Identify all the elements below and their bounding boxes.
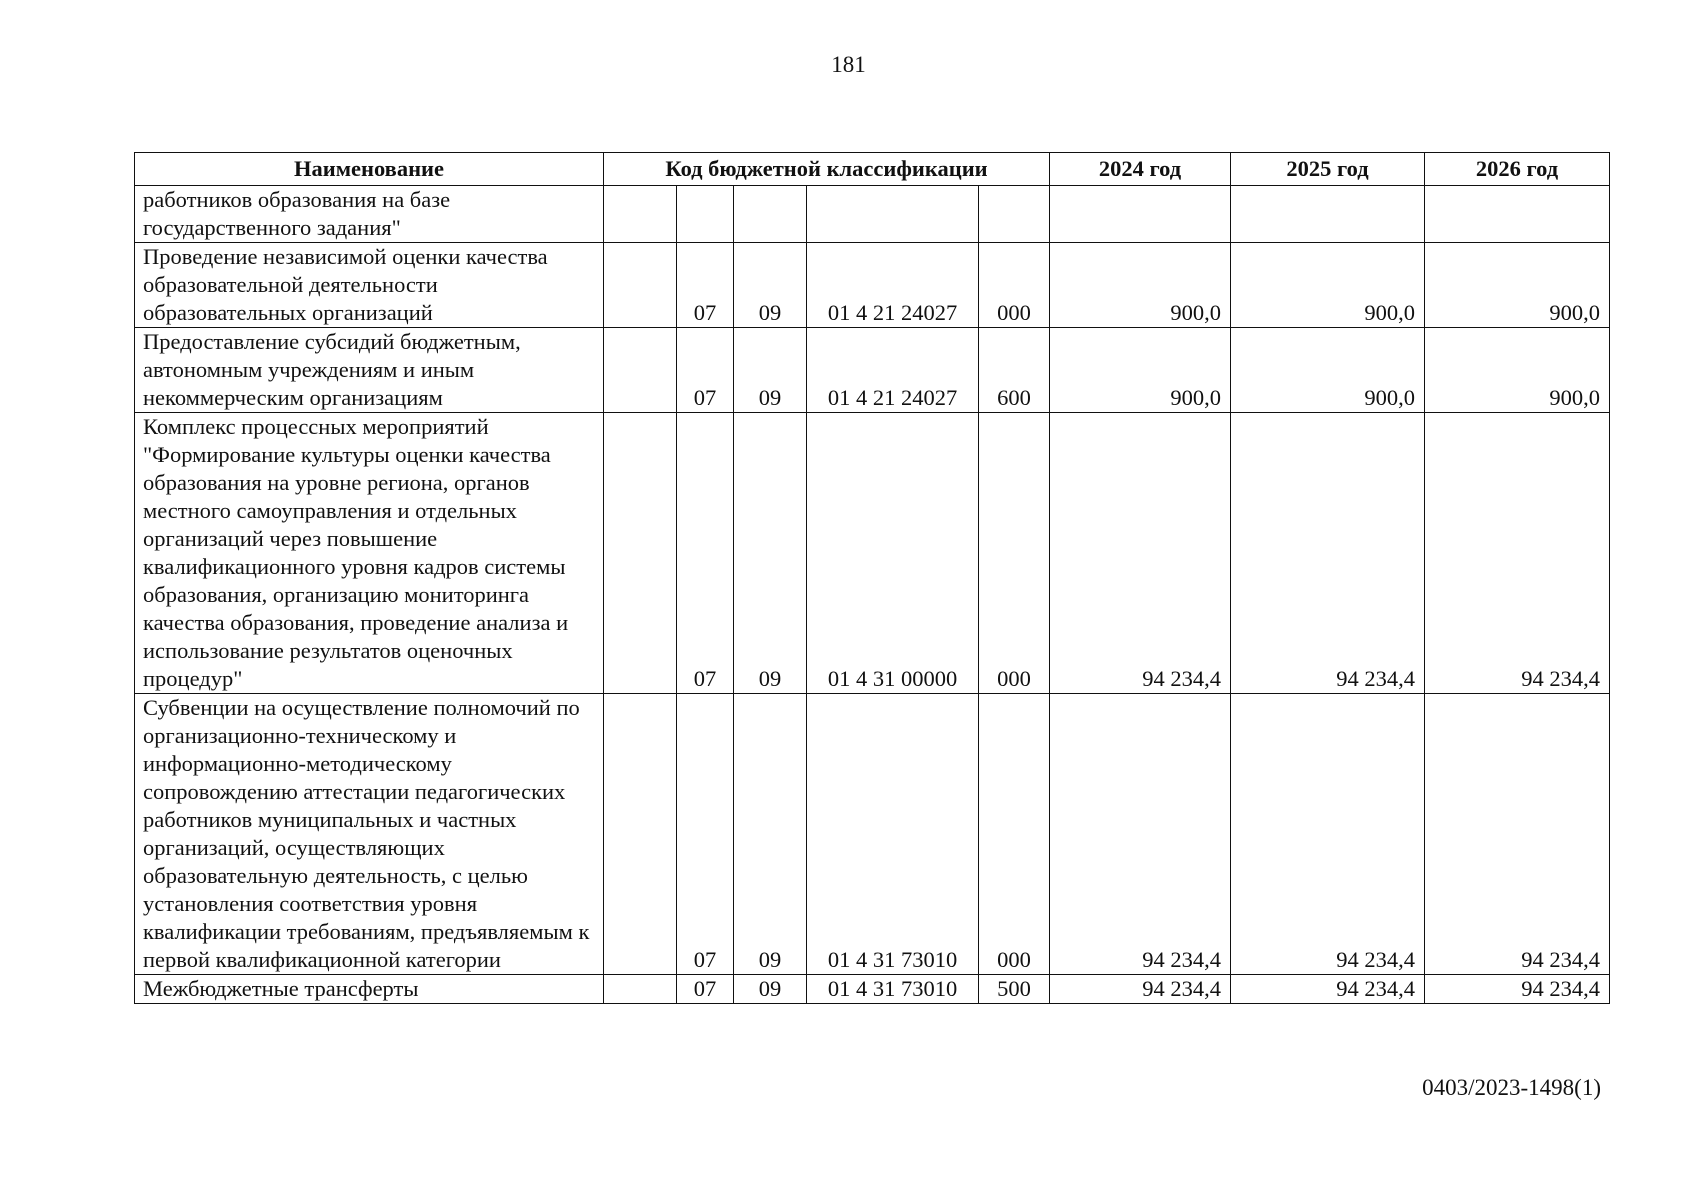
row-amount-2025 xyxy=(1231,186,1425,243)
header-2025: 2025 год xyxy=(1231,153,1425,186)
row-name: Предоставление субсидий бюджетным, автономным учреждениям и иным некоммерческим организациям xyxy=(135,328,604,413)
row-name: работников образования на базе государственного задания" xyxy=(135,186,604,243)
header-2024: 2024 год xyxy=(1050,153,1231,186)
row-amount-2025: 94 234,4 xyxy=(1231,975,1425,1004)
row-target-article: 01 4 31 73010 xyxy=(807,694,979,975)
row-amount-2024: 900,0 xyxy=(1050,328,1231,413)
table-row xyxy=(135,186,1610,243)
row-section: 07 xyxy=(677,694,734,975)
row-amount-2026: 900,0 xyxy=(1425,328,1610,413)
header-name: Наименование xyxy=(135,153,604,186)
row-section: 07 xyxy=(677,413,734,694)
row-amount-2025: 900,0 xyxy=(1231,328,1425,413)
row-amount-2024: 94 234,4 xyxy=(1050,694,1231,975)
row-blank-code xyxy=(604,975,677,1004)
document-number: 0403/2023-1498(1) xyxy=(1422,1075,1601,1100)
row-section: 07 xyxy=(677,243,734,328)
row-section: 07 xyxy=(677,975,734,1004)
row-subsection: 09 xyxy=(734,413,807,694)
row-name: Межбюджетные трансферты xyxy=(135,975,604,1004)
row-amount-2026: 94 234,4 xyxy=(1425,694,1610,975)
row-amount-2026 xyxy=(1425,186,1610,243)
row-amount-2025: 94 234,4 xyxy=(1231,694,1425,975)
row-amount-2025: 94 234,4 xyxy=(1231,413,1425,694)
table-header xyxy=(135,153,1610,186)
row-subsection: 09 xyxy=(734,328,807,413)
row-amount-2024: 900,0 xyxy=(1050,243,1231,328)
row-amount-2026: 94 234,4 xyxy=(1425,975,1610,1004)
row-amount-2026: 900,0 xyxy=(1425,243,1610,328)
row-target-article: 01 4 21 24027 xyxy=(807,243,979,328)
row-section: 07 xyxy=(677,328,734,413)
row-amount-2025: 900,0 xyxy=(1231,243,1425,328)
header-2026: 2026 год xyxy=(1425,153,1610,186)
row-expense-type: 000 xyxy=(979,694,1050,975)
row-expense-type: 000 xyxy=(979,413,1050,694)
row-blank-code xyxy=(604,186,677,243)
table-row xyxy=(135,413,1610,694)
row-expense-type xyxy=(979,186,1050,243)
page-number: 181 xyxy=(831,52,866,77)
row-amount-2024: 94 234,4 xyxy=(1050,975,1231,1004)
header-row xyxy=(135,153,1610,186)
row-target-article xyxy=(807,186,979,243)
header-code: Код бюджетной классификации xyxy=(604,153,1050,186)
table-row xyxy=(135,328,1610,413)
row-subsection: 09 xyxy=(734,243,807,328)
row-blank-code xyxy=(604,243,677,328)
row-expense-type: 000 xyxy=(979,243,1050,328)
row-blank-code xyxy=(604,413,677,694)
row-blank-code xyxy=(604,328,677,413)
budget-table xyxy=(134,152,1610,1004)
row-amount-2026: 94 234,4 xyxy=(1425,413,1610,694)
row-section xyxy=(677,186,734,243)
row-target-article: 01 4 31 73010 xyxy=(807,975,979,1004)
row-expense-type: 500 xyxy=(979,975,1050,1004)
row-target-article: 01 4 31 00000 xyxy=(807,413,979,694)
row-amount-2024 xyxy=(1050,186,1231,243)
row-subsection xyxy=(734,186,807,243)
row-amount-2024: 94 234,4 xyxy=(1050,413,1231,694)
table-row xyxy=(135,975,1610,1004)
row-subsection: 09 xyxy=(734,694,807,975)
table-body xyxy=(135,186,1610,1004)
row-target-article: 01 4 21 24027 xyxy=(807,328,979,413)
row-name: Субвенции на осуществление полномочий по организационно-техническому и информационно-методическому сопровождению аттестации педагогических работников муниципальных и частных организаций, осуществляющих образовательную деятельность, с целью установления соответствия уровня квалификации требованиям, предъявляемым к первой квалификационной категории xyxy=(135,694,604,975)
row-expense-type: 600 xyxy=(979,328,1050,413)
row-blank-code xyxy=(604,694,677,975)
table-row xyxy=(135,243,1610,328)
row-name: Проведение независимой оценки качества образовательной деятельности образовательных организаций xyxy=(135,243,604,328)
table-row xyxy=(135,694,1610,975)
row-name: Комплекс процессных мероприятий "Формирование культуры оценки качества образования на уровне региона, органов местного самоуправления и отдельных организаций через повышение квалификационного уровня кадров системы образования, организацию мониторинга качества образования, проведение анализа и использование результатов оценочных процедур" xyxy=(135,413,604,694)
row-subsection: 09 xyxy=(734,975,807,1004)
